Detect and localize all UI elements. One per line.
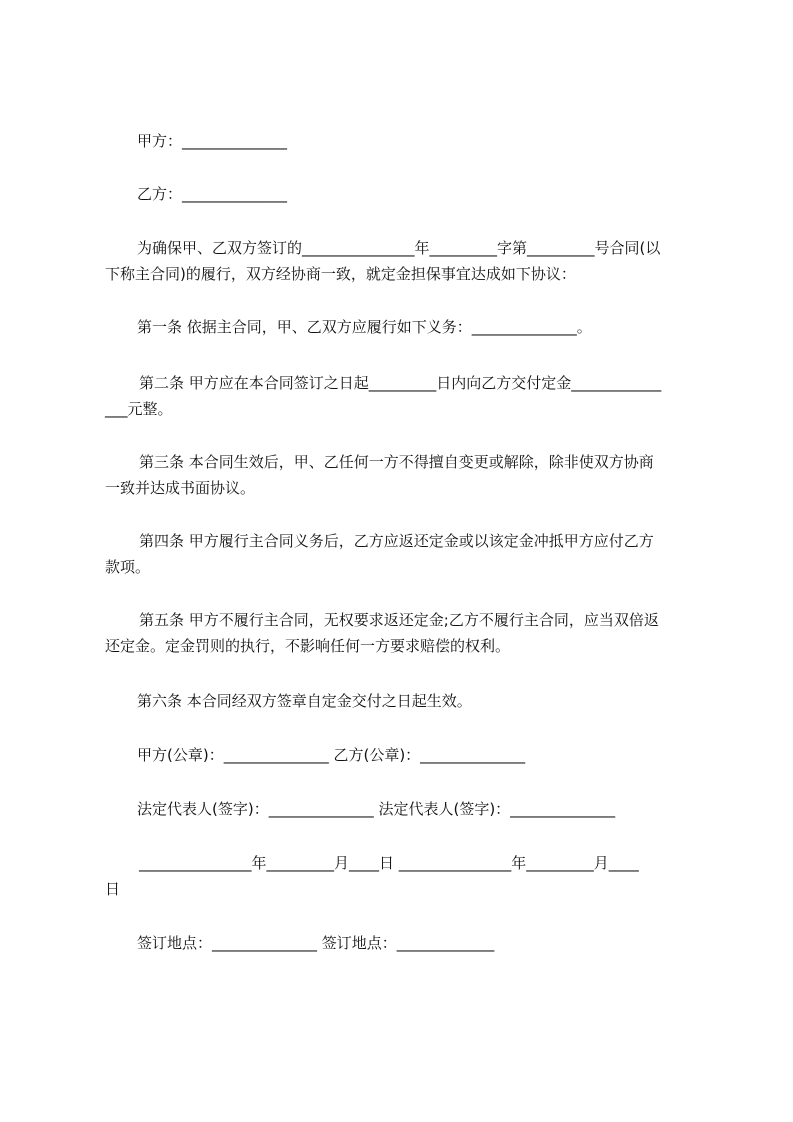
preamble-line-2: 下称主合同)的履行，双方经协商一致，就定金担保事宜达成如下协议： — [105, 265, 576, 283]
date-line-1: _______________年_________月____日 _______________年_________月____ — [139, 854, 639, 872]
article-2-line-2: ___元整。 — [105, 400, 173, 418]
party-a-blank: ______________ — [182, 132, 288, 150]
article-3-line-1: 第三条 本合同生效后，甲、乙任何一方不得擅自变更或解除，除非使双方协商 — [139, 453, 654, 471]
article-2-line-1: 第二条 甲方应在本合同签订之日起_________日内向乙方交付定金____________ — [139, 374, 662, 392]
preamble-line-1: 为确保甲、乙双方签订的_______________年_________字第_________号合同(以 — [137, 239, 661, 257]
seal-line: 甲方(公章)：______________ 乙方(公章)：______________ — [137, 746, 526, 764]
representative-line: 法定代表人(签字)：______________ 法定代表人(签字)：______________ — [137, 800, 616, 818]
date-line-2: 日 — [105, 880, 121, 898]
article-5-line-1: 第五条 甲方不履行主合同，无权要求返还定金;乙方不履行主合同，应当双倍返 — [139, 611, 659, 629]
signing-place-line: 签订地点：______________ 签订地点：_____________ — [137, 934, 495, 952]
article-4-line-2: 款项。 — [105, 558, 151, 576]
article-6: 第六条 本合同经双方签章自定金交付之日起生效。 — [137, 692, 472, 710]
party-b-line — [137, 181, 737, 207]
article-1: 第一条 依据主合同，甲、乙双方应履行如下义务：______________。 — [137, 318, 592, 336]
party-b-label: 乙方： — [137, 185, 183, 203]
article-5-line-2: 还定金。定金罚则的执行，不影响任何一方要求赔偿的权利。 — [105, 637, 511, 655]
article-4-line-1: 第四条 甲方履行主合同义务后，乙方应返还定金或以该定金冲抵甲方应付乙方 — [139, 532, 654, 550]
party-a-label: 甲方： — [137, 132, 183, 150]
article-3-line-2: 一致并达成书面协议。 — [105, 479, 256, 497]
party-a-line — [137, 128, 737, 154]
party-b-blank: ______________ — [182, 185, 288, 203]
